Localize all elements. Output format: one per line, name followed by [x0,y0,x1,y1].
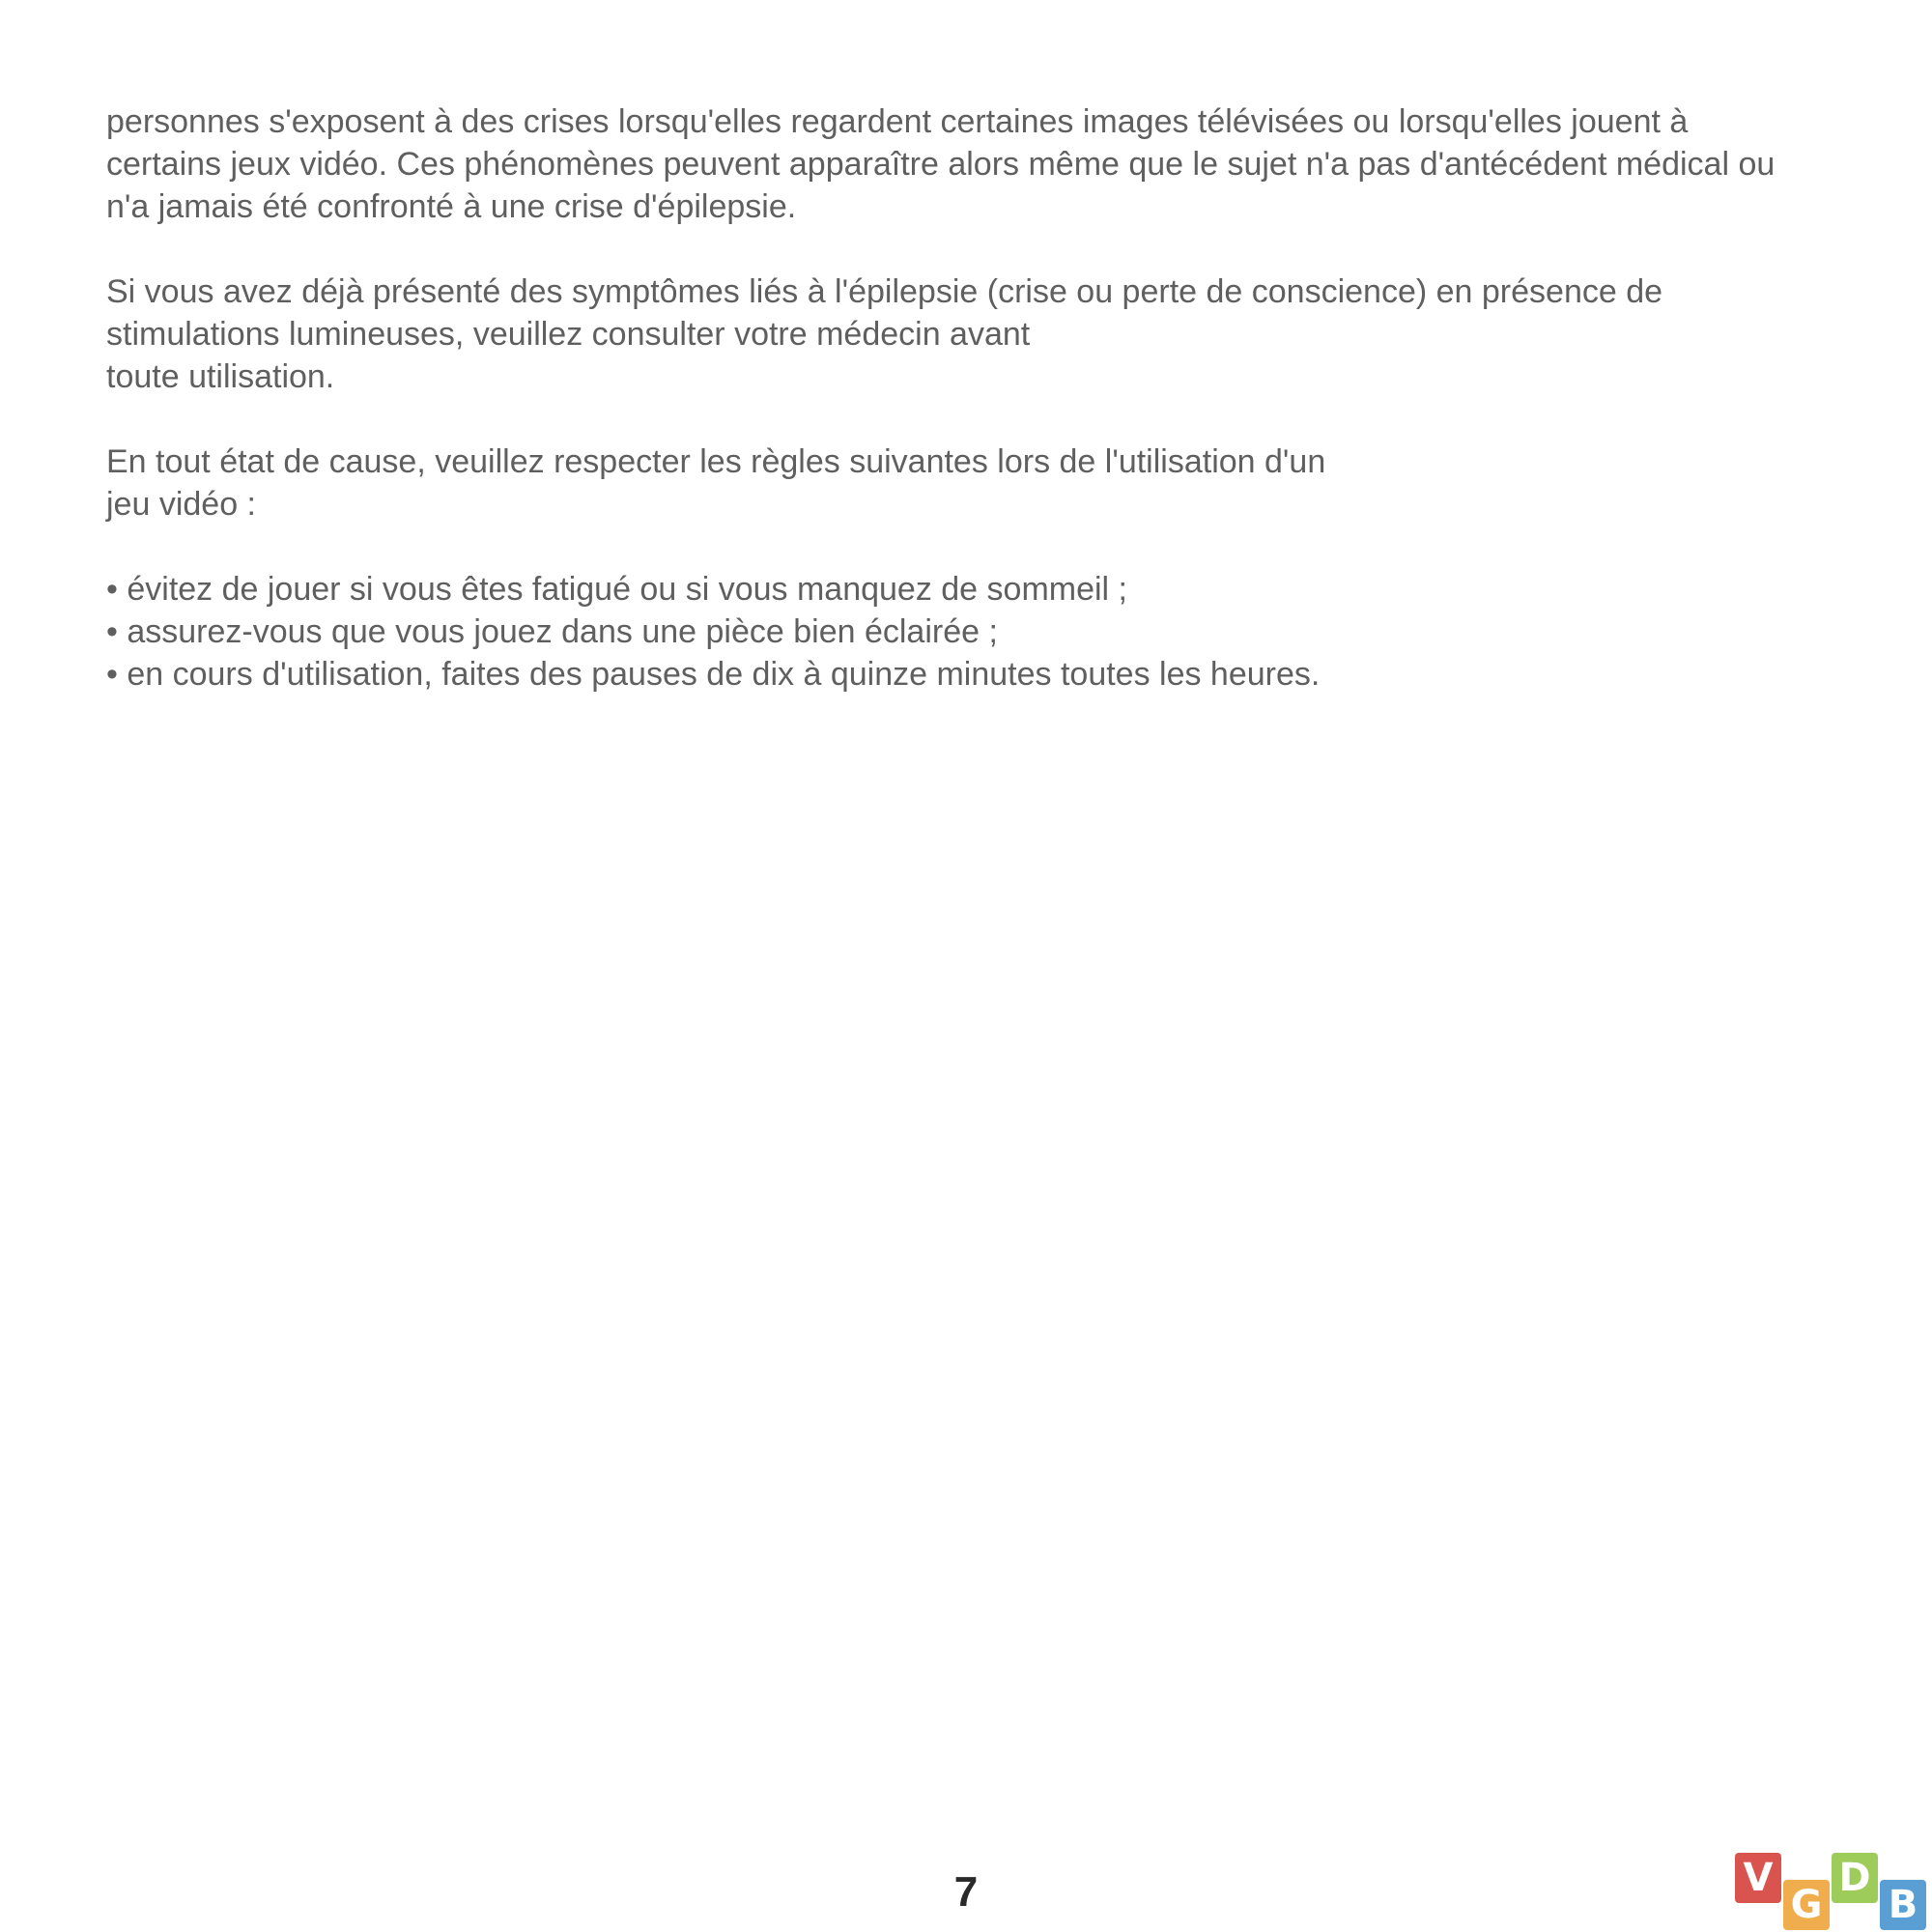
text-line: Si vous avez déjà présenté des symptômes liés à l'épilepsie (crise ou perte de conscience) en présence de [106,273,1663,310]
text-line: jeu vidéo : [106,486,256,523]
list-item: • assurez-vous que vous jouez dans une pièce bien éclairée ; [106,613,998,650]
list-item: • en cours d'utilisation, faites des pauses de dix à quinze minutes toutes les heures. [106,656,1321,693]
text-line: En tout état de cause, veuillez respecter les règles suivantes lors de l'utilisation d'un [106,443,1326,480]
text-line: stimulations lumineuses, veuillez consulter votre médecin avant [106,316,1031,353]
rules-list [106,568,1826,696]
text-line: toute utilisation. [106,358,335,395]
document-body [106,100,1826,696]
text-line: personnes s'exposent à des crises lorsqu'elles regardent certaines images télévisées ou lorsqu'elles jouent à [106,103,1689,140]
text-line: certains jeux vidéo. Ces phénomènes peuvent apparaître alors même que le sujet n'a pas d'antécédent médical ou [106,146,1776,183]
logo-tile-g: G [1783,1880,1830,1930]
vgdb-logo [1735,1853,1932,1932]
paragraph-epilepsy-warning [106,100,1826,228]
page-number: 7 [953,1868,979,1916]
logo-tile-b: B [1880,1880,1926,1930]
text-line: n'a jamais été confronté à une crise d'épilepsie. [106,188,797,225]
logo-tile-v: V [1735,1853,1781,1903]
paragraph-rules-intro [106,440,1826,526]
list-item: • évitez de jouer si vous êtes fatigué ou si vous manquez de sommeil ; [106,571,1128,608]
paragraph-consult-doctor [106,270,1826,398]
logo-tile-d: D [1832,1853,1878,1903]
